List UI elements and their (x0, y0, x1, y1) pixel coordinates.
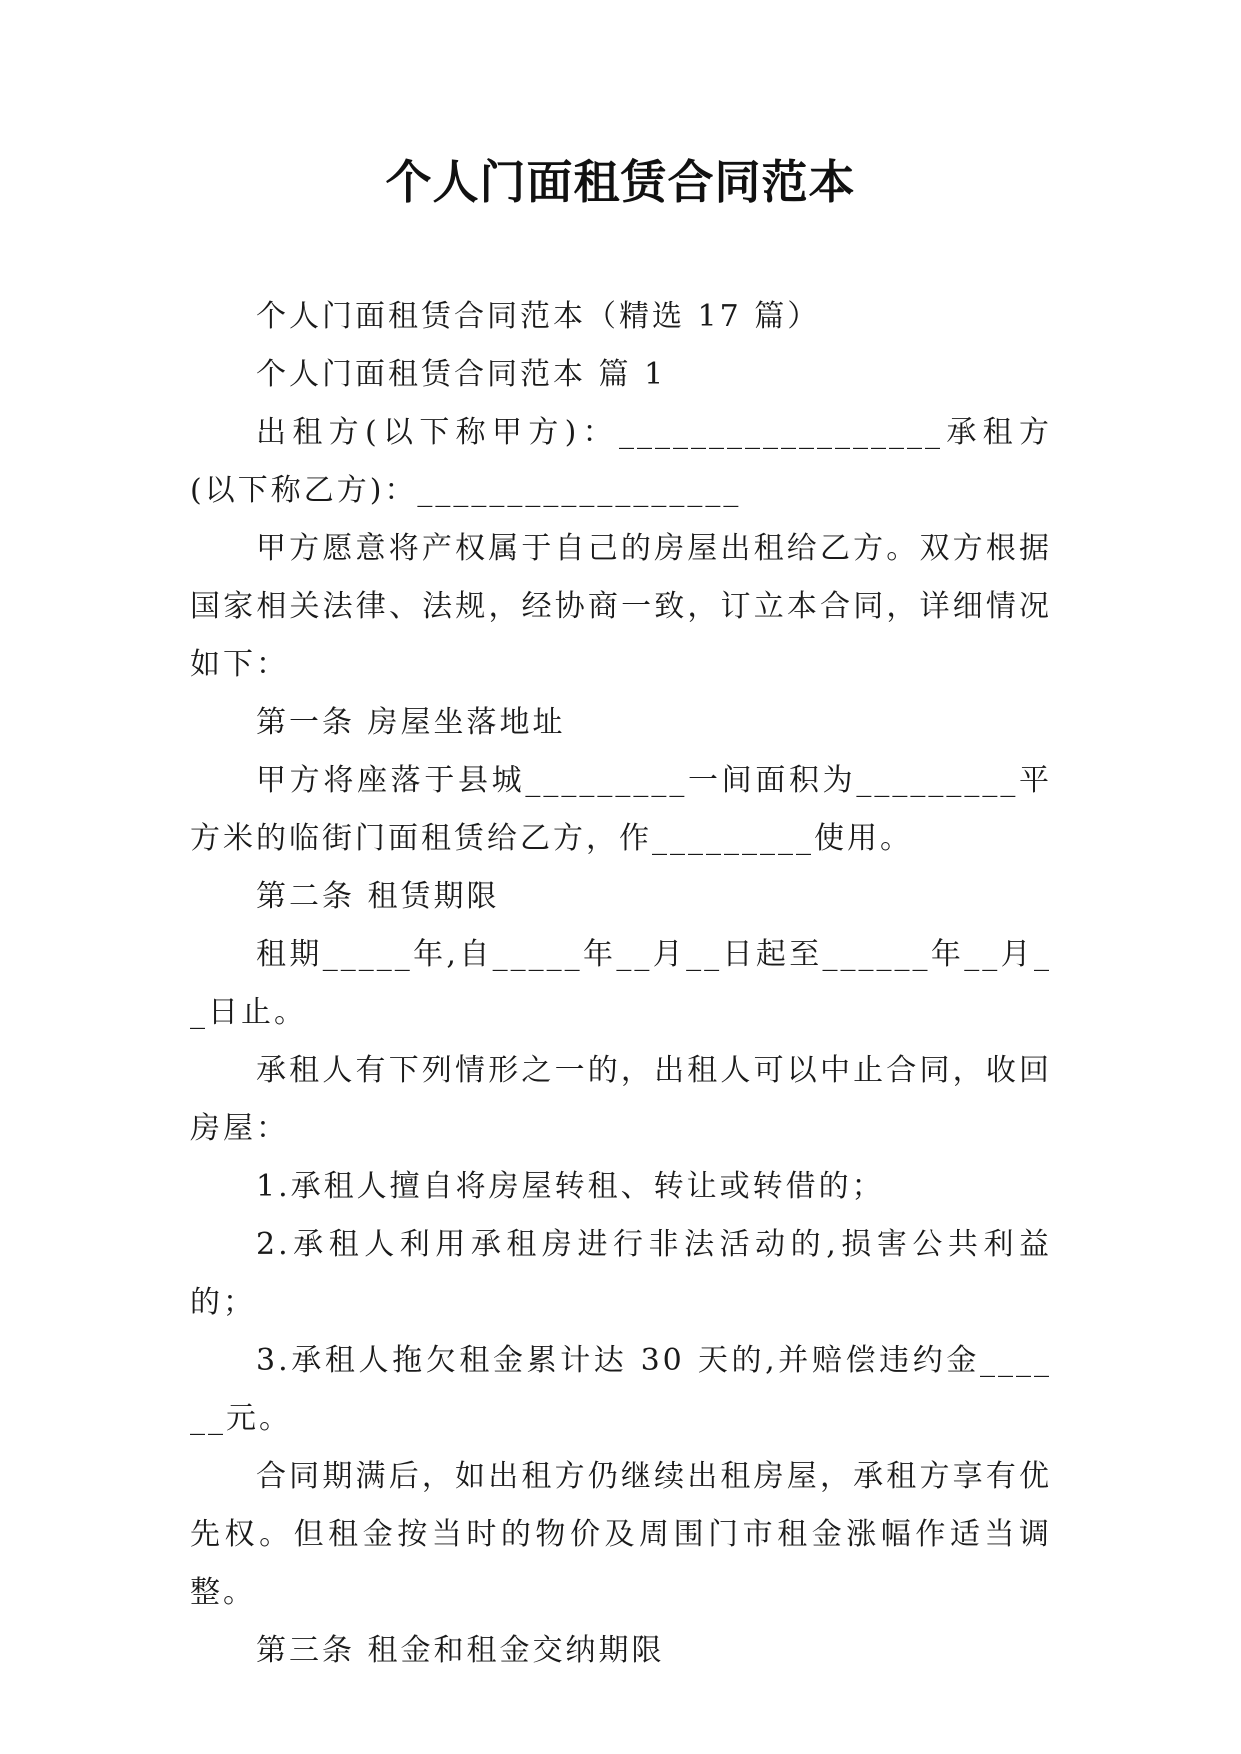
article-paragraph: 承租人有下列情形之一的，出租人可以中止合同，收回房屋： (190, 1053, 1052, 1146)
article-paragraph: 甲方将座落于县城_________一间面积为_________平方米的临街门面租赁给乙方，作_________使用。 (190, 763, 1052, 856)
article-heading: 第三条 租金和租金交纳期限 (256, 1633, 665, 1668)
document-title: 个人门面租赁合同范本 (385, 155, 856, 209)
section-heading: 个人门面租赁合同范本 篇 1 (256, 357, 667, 392)
intro-paragraph: 甲方愿意将产权属于自己的房屋出租给乙方。双方根据国家相关法律、法规，经协商一致，订立本合同，详细情况如下： (190, 531, 1052, 682)
document-body (190, 288, 1052, 1680)
article-paragraph: 合同期满后，如出租方仍继续出租房屋，承租方享有优先权。但租金按当时的物价及周围门市租金涨幅作适当调整。 (190, 1459, 1052, 1610)
list-item: 2.承租人利用承租房进行非法活动的,损害公共利益的； (190, 1227, 1052, 1320)
parties-paragraph: 出租方(以下称甲方)：__________________承租方(以下称乙方)：__________________ (190, 415, 1052, 508)
article-paragraph: 租期_____年,自_____年__月__日起至______年__月__日止。 (190, 937, 1052, 1030)
article-heading: 第一条 房屋坐落地址 (256, 705, 566, 740)
list-item: 3.承租人拖欠租金累计达 30 天的,并赔偿违约金______元。 (190, 1343, 1052, 1436)
article-heading: 第二条 租赁期限 (256, 879, 500, 914)
list-item: 1.承租人擅自将房屋转租、转让或转借的； (256, 1169, 885, 1204)
subtitle-paragraph: 个人门面租赁合同范本（精选 17 篇） (256, 299, 821, 334)
